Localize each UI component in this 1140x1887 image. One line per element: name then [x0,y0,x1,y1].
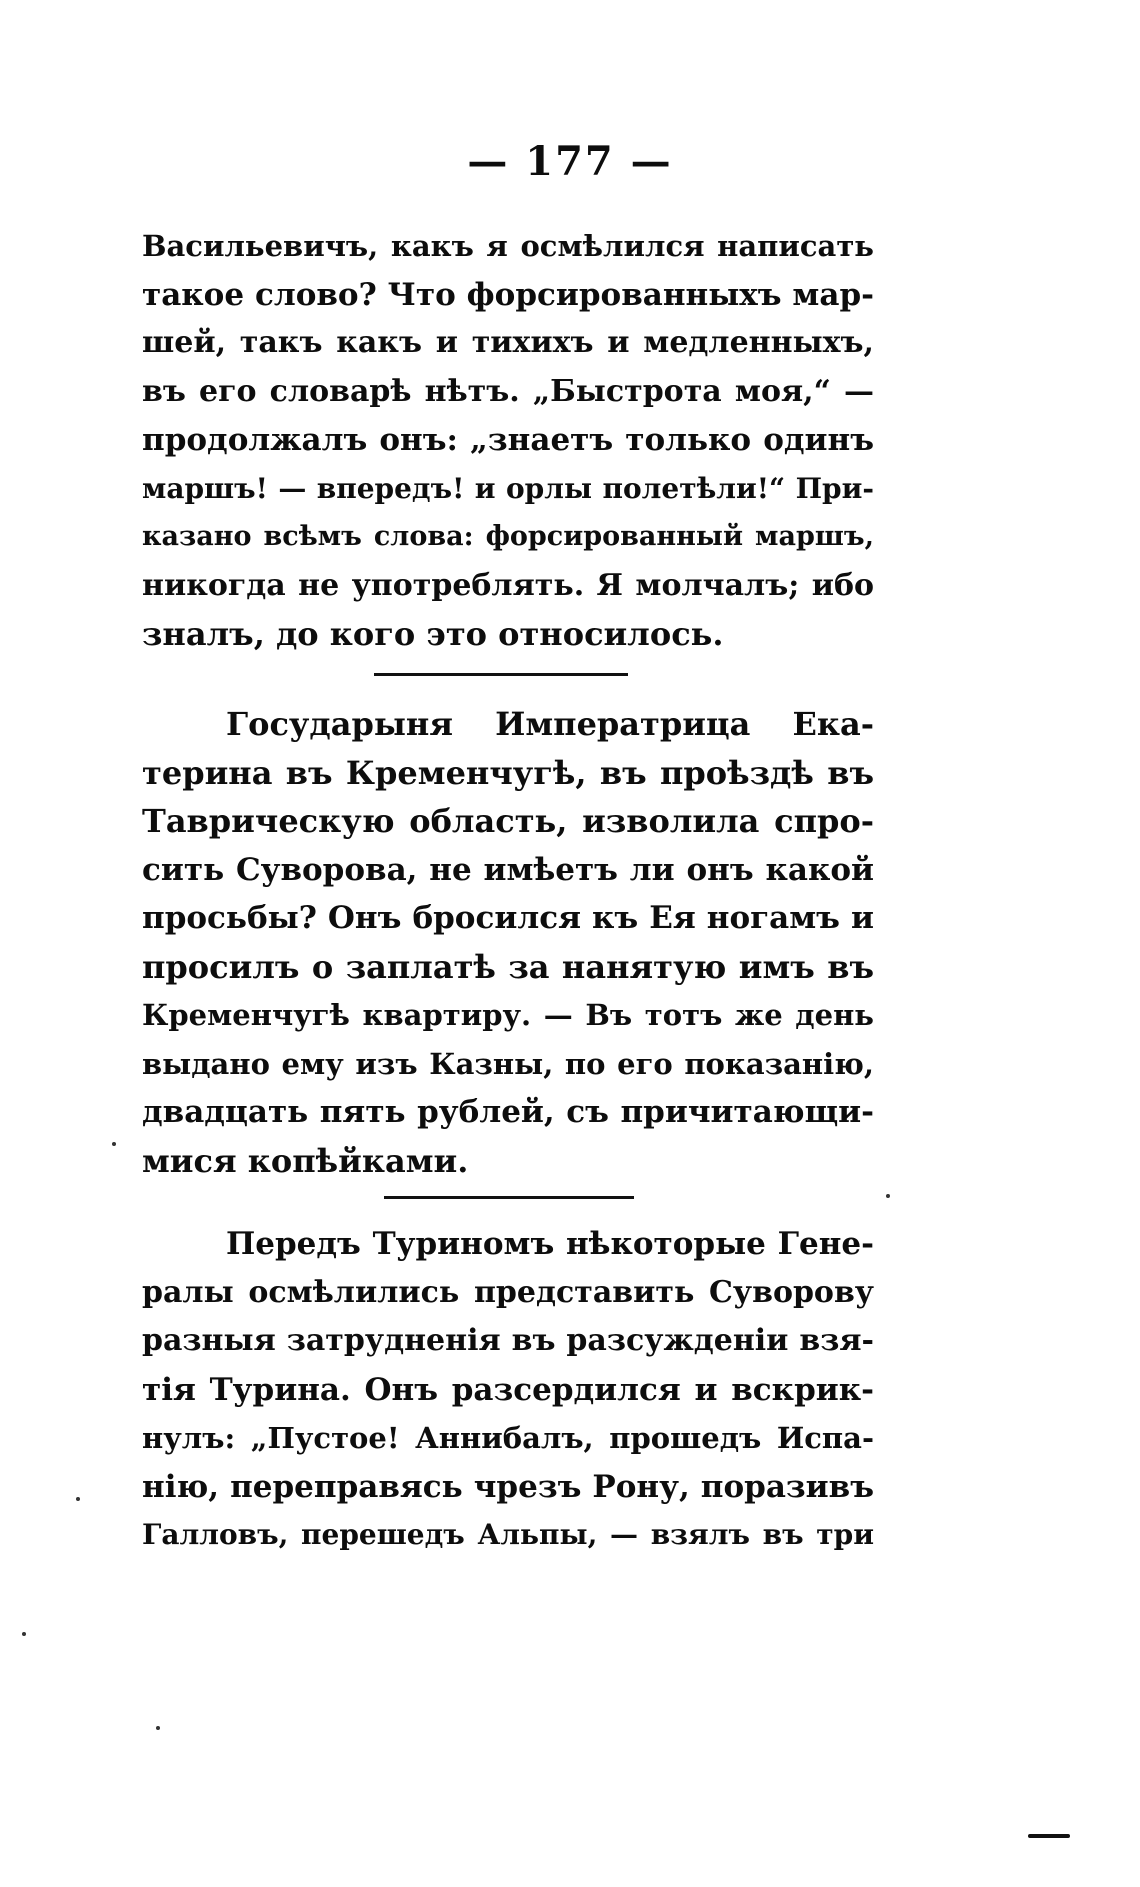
scan-speck [156,1726,160,1730]
text-line: Таврическую область, изволила спро- [142,802,874,840]
text-line: Передъ Туриномъ нѣкоторые Гене- [226,1226,874,1262]
text-line: Кременчугѣ квартиру. — Въ тотъ же день [142,998,874,1032]
text-line: Галловъ, перешедъ Альпы, — взялъ въ три [142,1518,874,1551]
text-line: сить Суворова, не имѣетъ ли онъ какой [142,851,874,888]
text-line: терина въ Кременчугѣ, въ проѣздѣ въ [142,753,874,792]
scan-speck [76,1497,80,1501]
scan-speck [886,1194,890,1198]
text-line: мися копѣйками. [142,1141,469,1180]
text-line: нулъ: „Пустое! Аннибалъ, прошедъ Испа- [142,1421,874,1455]
text-line: зналъ, до кого это относилось. [142,615,724,653]
text-line: ралы осмѣлились представить Суворову [142,1274,874,1310]
text-line: просилъ о заплатѣ за нанятую имъ въ [142,947,874,986]
text-line: маршъ! — впередъ! и орлы полетѣли!“ При- [142,471,874,505]
scan-speck [112,1142,116,1146]
section-divider [384,1196,634,1199]
section-divider [374,673,628,676]
paragraph-2 [142,700,874,1185]
paragraph-1 [142,222,874,659]
paragraph-3 [142,1220,874,1560]
text-line: выдано ему изъ Казны, по его показанію, [142,1046,874,1081]
text-line: нію, переправясь чрезъ Рону, поразивъ [142,1468,874,1505]
text-line: просьбы? Онъ бросился къ Ея ногамъ и [142,900,874,936]
text-line: въ его словарѣ нѣтъ. „Быстрота моя,“ — [142,373,874,409]
text-line: тія Турина. Онъ разсердился и вскрик- [142,1371,874,1408]
text-line: Васильевичъ, какъ я осмѣлился написать [142,229,874,263]
text-line: продолжалъ онъ: „знаетъ только одинъ [142,422,874,458]
text-line: разныя затрудненія въ разсужденіи взя- [142,1323,874,1358]
text-line: казано всѣмъ слова: форсированный маршъ, [142,521,874,552]
margin-dash-mark [1028,1834,1070,1838]
text-line: шей, такъ какъ и тихихъ и медленныхъ, [142,325,874,360]
text-line: такое слово? Что форсированныхъ мар- [142,276,874,313]
text-line: никогда не употреблять. Я молчалъ; ибо [142,567,874,603]
page-number: — 177 — [467,138,673,185]
text-line: двадцать пять рублей, съ причитающи- [142,1094,874,1130]
text-line: Государыня Императрица Ека- [226,705,874,743]
scan-speck [22,1632,26,1636]
